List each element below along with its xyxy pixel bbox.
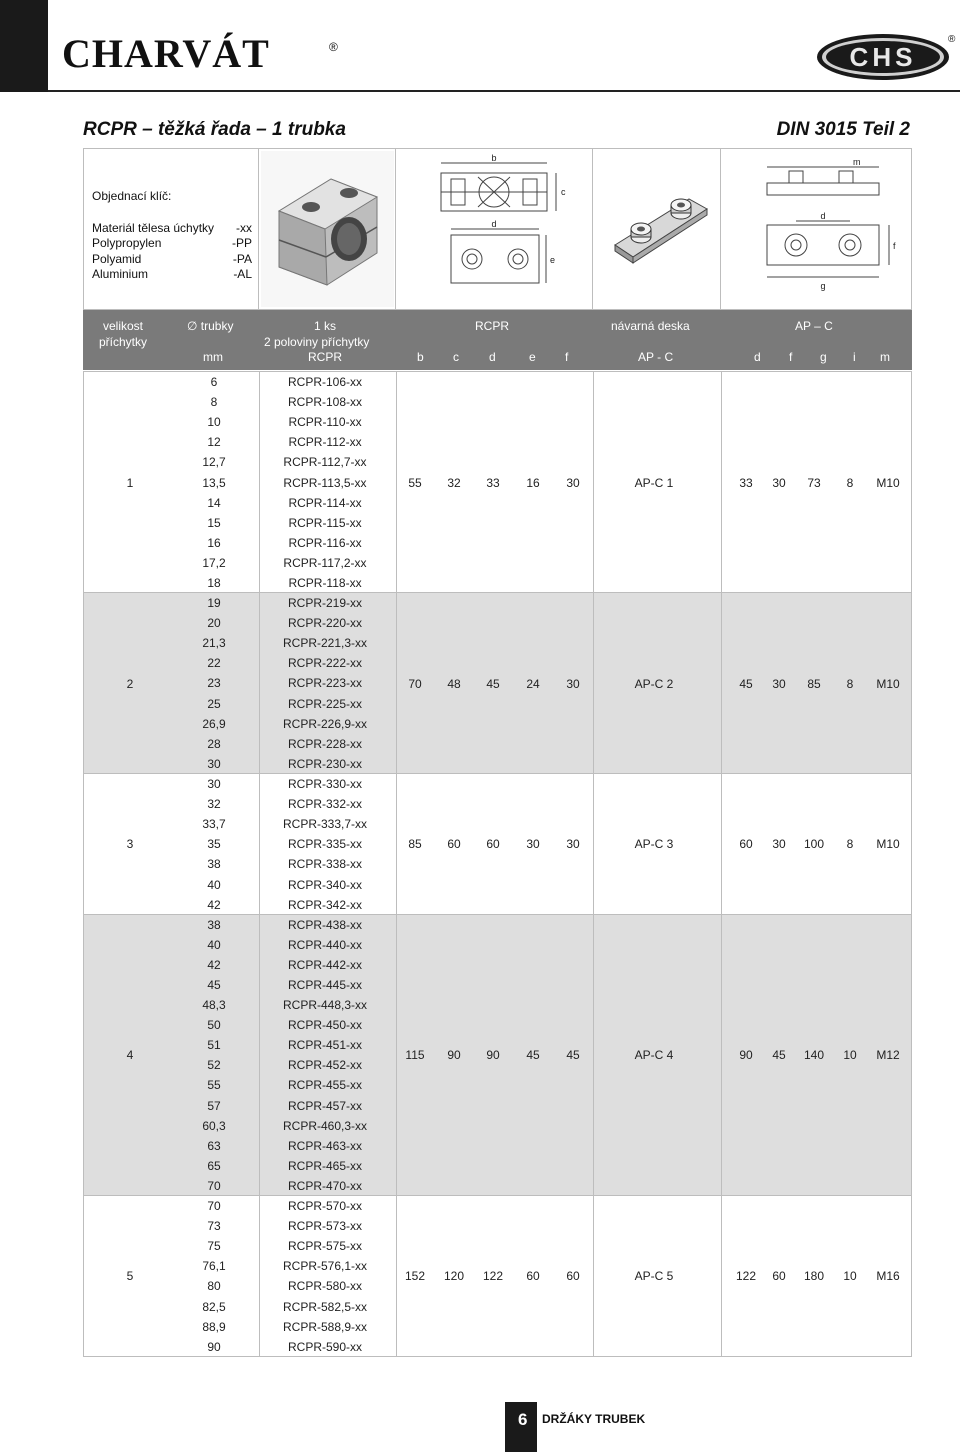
ap-i-cell: 10 — [843, 1048, 857, 1063]
dim-c-cell: 48 — [447, 676, 461, 691]
dim-b-cell: 115 — [405, 1048, 425, 1063]
clamp-photo-cell — [259, 149, 396, 309]
order-code-cell: RCPR-106-xx — [287, 375, 362, 389]
size-group — [84, 915, 911, 1196]
header-ap-d: d — [754, 350, 761, 364]
dim-f-cell: 30 — [566, 475, 580, 490]
dim-c-cell: 32 — [447, 475, 461, 490]
ap-i-cell: 10 — [843, 1269, 857, 1284]
header-ap-i: i — [853, 350, 856, 364]
order-code-cell: RCPR-457-xx — [287, 1098, 362, 1113]
order-code-cell: RCPR-228-xx — [287, 736, 362, 751]
pipe-diameter-cell: 48,3 — [202, 998, 226, 1013]
pipe-diameter-cell: 12 — [207, 435, 221, 450]
ap-g-cell: 73 — [807, 475, 821, 490]
pipe-diameter-cell: 6 — [210, 375, 218, 389]
dimension-d-plate: d — [820, 211, 826, 221]
order-key — [92, 189, 252, 283]
brand-name: CHARVÁT — [62, 31, 270, 76]
dimension-m: m — [853, 157, 861, 167]
header-size: velikost — [103, 319, 144, 333]
ap-f-cell: 45 — [772, 1048, 786, 1063]
header-e: e — [529, 350, 536, 364]
page-number: 6 — [518, 1410, 528, 1429]
order-code-cell: RCPR-222-xx — [287, 656, 362, 671]
weld-plate-cell: AP-C 5 — [634, 1269, 674, 1284]
header-rule — [48, 90, 960, 92]
order-code-cell: RCPR-115-xx — [288, 515, 362, 530]
dim-e-cell: 24 — [526, 676, 540, 691]
header-size-2: příchytky — [99, 335, 148, 349]
order-code-cell: RCPR-230-xx — [287, 756, 362, 771]
dim-c-cell: 60 — [447, 837, 461, 852]
pipe-diameter-cell: 30 — [207, 777, 221, 791]
order-code-cell: RCPR-445-xx — [287, 977, 362, 992]
ap-i-cell: 8 — [846, 475, 854, 490]
order-key-cell — [84, 149, 259, 309]
pipe-diameter-cell: 15 — [207, 515, 221, 530]
logo-registered-mark: ® — [948, 34, 956, 45]
weld-plate-cell: AP-C 4 — [634, 1048, 674, 1063]
order-code-cell: RCPR-332-xx — [287, 797, 362, 812]
order-code-cell: RCPR-588,9-xx — [282, 1319, 368, 1334]
section-label: DRŽÁKY TRUBEK — [542, 1412, 646, 1426]
dim-c-cell: 90 — [447, 1048, 461, 1063]
dimension-e: e — [550, 255, 556, 265]
size-group — [84, 1196, 911, 1357]
pipe-diameter-cell: 52 — [207, 1058, 221, 1073]
pipe-diameter-cell: 30 — [207, 756, 221, 771]
size-group — [84, 774, 911, 915]
ap-g-cell: 140 — [803, 1048, 825, 1063]
pipe-diameter-cell: 45 — [207, 977, 221, 992]
order-code-cell: RCPR-116-xx — [288, 535, 362, 550]
chs-logo-text: CHS — [849, 42, 917, 72]
brand-registered-mark: ® — [329, 40, 338, 54]
pipe-diameter-cell: 23 — [207, 676, 221, 691]
column-divider — [593, 774, 594, 914]
dimension-b: b — [491, 153, 497, 163]
order-code-cell: RCPR-110-xx — [288, 415, 362, 430]
order-key-line: Materiál tělesa úchytky -xx — [92, 220, 252, 235]
pipe-diameter-cell: 88,9 — [202, 1319, 226, 1334]
column-divider — [593, 915, 594, 1195]
header-rcpr-code: RCPR — [308, 350, 343, 364]
dimension-c: c — [561, 187, 566, 197]
ap-f-cell: 30 — [772, 676, 786, 691]
order-code-cell: RCPR-333,7-xx — [282, 817, 368, 832]
dim-d-cell: 45 — [486, 676, 500, 691]
order-key-heading: Objednací klíč: — [92, 189, 172, 203]
order-code-cell: RCPR-108-xx — [287, 395, 362, 410]
pipe-diameter-cell: 90 — [207, 1339, 221, 1354]
ap-f-cell: 30 — [772, 837, 786, 852]
pipe-diameter-cell: 19 — [207, 596, 221, 611]
pipe-diameter-cell: 63 — [207, 1138, 221, 1153]
dim-c-cell: 120 — [443, 1269, 465, 1284]
pipe-diameter-cell: 50 — [207, 1018, 221, 1033]
order-code-cell: RCPR-575-xx — [287, 1239, 362, 1254]
ap-d-cell: 45 — [739, 676, 753, 691]
order-code-cell: RCPR-576,1-xx — [282, 1259, 368, 1274]
header-apc-code: AP - C — [638, 350, 674, 364]
ap-i-cell: 8 — [846, 837, 854, 852]
order-code-cell: RCPR-112,7-xx — [283, 455, 367, 470]
order-code-cell: RCPR-220-xx — [287, 616, 362, 631]
pipe-diameter-cell: 13,5 — [202, 475, 226, 490]
ap-g-cell: 100 — [803, 837, 825, 852]
pipe-diameter-cell: 75 — [207, 1239, 221, 1254]
column-divider — [721, 1196, 722, 1357]
ap-m-cell: M12 — [876, 1048, 900, 1063]
ap-g-cell: 85 — [807, 676, 821, 691]
dim-e-cell: 60 — [526, 1269, 540, 1284]
header-d: d — [489, 350, 496, 364]
order-code-cell: RCPR-570-xx — [287, 1199, 362, 1214]
header-apc: AP – C — [795, 319, 833, 333]
ap-d-cell: 60 — [739, 837, 753, 852]
ap-i-cell: 8 — [846, 676, 854, 691]
order-code-cell: RCPR-452-xx — [287, 1058, 362, 1073]
dim-b-cell: 70 — [408, 676, 422, 691]
order-code-cell: RCPR-455-xx — [287, 1078, 362, 1093]
order-code-cell: RCPR-335-xx — [287, 837, 362, 852]
order-code-cell: RCPR-582,5-xx — [282, 1299, 368, 1314]
clamp-size-cell: 4 — [126, 1048, 134, 1063]
ap-d-cell: 122 — [735, 1269, 757, 1284]
figure-row — [83, 148, 912, 310]
pipe-diameter-cell: 8 — [210, 395, 218, 410]
pipe-diameter-cell: 76,1 — [202, 1259, 226, 1274]
dim-d-cell: 122 — [482, 1269, 504, 1284]
column-divider — [593, 593, 594, 773]
norm-title: DIN 3015 Teil 2 — [776, 119, 910, 140]
clamp-technical-drawing — [396, 149, 593, 309]
clamp-size-cell: 2 — [126, 676, 134, 691]
ap-g-cell: 180 — [803, 1269, 825, 1284]
clamp-size-cell: 5 — [126, 1269, 134, 1284]
header-one-piece: 1 ks — [314, 319, 337, 333]
order-code-cell: RCPR-114-xx — [288, 495, 362, 510]
header-ap-f: f — [789, 350, 793, 364]
page-title: RCPR – těžká řada – 1 trubka — [83, 119, 346, 140]
header-rcpr: RCPR — [475, 319, 510, 333]
order-code-cell: RCPR-221,3-xx — [282, 636, 368, 651]
pipe-diameter-cell: 33,7 — [202, 817, 226, 832]
clamp-table — [83, 371, 912, 1357]
order-code-cell: RCPR-340-xx — [287, 877, 362, 892]
weld-plate-cell: AP-C 3 — [634, 837, 674, 852]
pipe-diameter-cell: 40 — [207, 877, 221, 892]
column-divider — [396, 372, 397, 592]
size-group — [84, 593, 911, 774]
header-pipe-unit: mm — [203, 350, 223, 364]
dim-e-cell: 45 — [526, 1048, 540, 1063]
header-b: b — [417, 350, 424, 364]
pipe-diameter-cell: 20 — [207, 616, 221, 631]
dimension-f: f — [893, 241, 896, 251]
weld-plate-technical-drawing — [721, 149, 911, 309]
pipe-diameter-cell: 14 — [207, 495, 221, 510]
clamp-3d-image — [259, 149, 396, 309]
column-divider — [721, 593, 722, 773]
pipe-diameter-cell: 82,5 — [202, 1299, 226, 1314]
clamp-size-cell: 1 — [126, 475, 134, 490]
pipe-diameter-cell: 38 — [207, 917, 221, 932]
pipe-diameter-cell: 10 — [207, 415, 221, 430]
dim-e-cell: 16 — [526, 475, 540, 490]
pipe-diameter-cell: 80 — [207, 1279, 221, 1294]
column-divider — [721, 774, 722, 914]
clamp-size-cell: 3 — [126, 837, 134, 852]
order-code-cell: RCPR-338-xx — [287, 857, 362, 872]
pipe-diameter-cell: 22 — [207, 656, 221, 671]
dim-f-cell: 30 — [566, 676, 580, 691]
order-key-line: Polyamid -PA — [92, 251, 252, 266]
pipe-diameter-cell: 42 — [207, 957, 221, 972]
dim-d-cell: 33 — [486, 475, 500, 490]
order-code-cell: RCPR-440-xx — [287, 937, 362, 952]
table-header — [83, 310, 912, 370]
dim-b-cell: 55 — [408, 475, 422, 490]
order-key-line: Aluminium -AL — [92, 267, 252, 281]
ap-f-cell: 30 — [772, 475, 786, 490]
order-code-cell: RCPR-117,2-xx — [283, 555, 367, 570]
pipe-diameter-cell: 38 — [207, 857, 221, 872]
column-divider — [259, 915, 260, 1195]
dim-e-cell: 30 — [526, 837, 540, 852]
order-code-cell: RCPR-590-xx — [287, 1339, 362, 1354]
order-code-cell: RCPR-463-xx — [287, 1138, 362, 1153]
header-pipe-diameter: ∅ trubky — [187, 319, 234, 333]
plate-drawing-cell — [721, 149, 911, 309]
order-code-cell: RCPR-448,3-xx — [282, 998, 368, 1013]
ap-f-cell: 60 — [772, 1269, 786, 1284]
ap-m-cell: M10 — [876, 475, 900, 490]
size-group — [84, 372, 911, 593]
pipe-diameter-cell: 55 — [207, 1078, 221, 1093]
order-code-cell: RCPR-118-xx — [288, 576, 362, 590]
header-black-bar — [0, 0, 48, 92]
column-divider — [721, 372, 722, 592]
dim-b-cell: 152 — [404, 1269, 426, 1284]
pipe-diameter-cell: 26,9 — [202, 716, 226, 731]
weld-plate-cell: AP-C 1 — [634, 475, 674, 490]
dim-f-cell: 60 — [566, 1269, 580, 1284]
order-code-cell: RCPR-442-xx — [287, 957, 362, 972]
order-code-cell: RCPR-342-xx — [287, 897, 362, 912]
pipe-diameter-cell: 60,3 — [202, 1118, 226, 1133]
clamp-drawing-cell — [396, 149, 593, 309]
pipe-diameter-cell: 18 — [207, 576, 221, 590]
pipe-diameter-cell: 73 — [207, 1219, 221, 1234]
ap-m-cell: M10 — [876, 837, 900, 852]
dimension-g: g — [820, 281, 826, 291]
pipe-diameter-cell: 12,7 — [202, 455, 226, 470]
order-code-cell: RCPR-113,5-xx — [283, 475, 367, 490]
order-code-cell: RCPR-580-xx — [287, 1279, 362, 1294]
pipe-diameter-cell: 51 — [207, 1038, 221, 1053]
header-ap-m: m — [880, 350, 890, 364]
order-code-cell: RCPR-438-xx — [287, 917, 362, 932]
dim-d-cell: 90 — [486, 1048, 500, 1063]
order-code-cell: RCPR-219-xx — [287, 596, 362, 611]
order-code-cell: RCPR-460,3-xx — [282, 1118, 368, 1133]
order-code-cell: RCPR-226,9-xx — [282, 716, 368, 731]
column-divider — [396, 774, 397, 914]
order-code-cell: RCPR-470-xx — [287, 1178, 362, 1193]
header-weld-plate: návarná deska — [611, 319, 690, 333]
ap-d-cell: 90 — [739, 1048, 753, 1063]
header-two-halves: 2 poloviny příchytky — [264, 335, 370, 349]
header-c: c — [453, 350, 459, 364]
ap-d-cell: 33 — [739, 475, 753, 490]
order-code-cell: RCPR-451-xx — [287, 1038, 362, 1053]
ap-m-cell: M10 — [876, 676, 900, 691]
order-code-cell: RCPR-450-xx — [287, 1018, 362, 1033]
dim-f-cell: 45 — [566, 1048, 580, 1063]
pipe-diameter-cell: 25 — [207, 696, 221, 711]
dimension-d: d — [491, 219, 497, 229]
column-divider — [396, 593, 397, 773]
order-code-cell: RCPR-112-xx — [288, 435, 362, 450]
column-divider — [721, 915, 722, 1195]
pipe-diameter-cell: 42 — [207, 897, 221, 912]
column-divider — [593, 1196, 594, 1357]
pipe-diameter-cell: 17,2 — [202, 555, 226, 570]
pipe-diameter-cell: 16 — [207, 535, 221, 550]
weld-plate-cell: AP-C 2 — [634, 676, 674, 691]
ap-m-cell: M16 — [876, 1269, 900, 1284]
pipe-diameter-cell: 28 — [207, 736, 221, 751]
order-code-cell: RCPR-330-xx — [287, 777, 362, 791]
chs-logo — [815, 32, 951, 82]
footer-white-panel — [537, 1402, 960, 1452]
dim-d-cell: 60 — [486, 837, 500, 852]
pipe-diameter-cell: 32 — [207, 797, 221, 812]
column-divider — [396, 915, 397, 1195]
dim-b-cell: 85 — [408, 837, 422, 852]
order-code-cell: RCPR-573-xx — [287, 1219, 362, 1234]
order-code-cell: RCPR-225-xx — [287, 696, 362, 711]
pipe-diameter-cell: 40 — [207, 937, 221, 952]
pipe-diameter-cell: 57 — [207, 1098, 221, 1113]
header-f: f — [565, 350, 569, 364]
order-code-cell: RCPR-223-xx — [287, 676, 362, 691]
plate-photo-cell — [593, 149, 721, 309]
header-ap-g: g — [820, 350, 827, 364]
weld-plate-3d-image — [593, 149, 721, 309]
pipe-diameter-cell: 35 — [207, 837, 221, 852]
column-divider — [593, 372, 594, 592]
pipe-diameter-cell: 70 — [207, 1178, 221, 1193]
column-divider — [396, 1196, 397, 1357]
pipe-diameter-cell: 65 — [207, 1158, 221, 1173]
pipe-diameter-cell: 21,3 — [202, 636, 226, 651]
pipe-diameter-cell: 70 — [207, 1199, 221, 1214]
order-key-line: Polypropylen -PP — [92, 236, 252, 250]
order-code-cell: RCPR-465-xx — [287, 1158, 362, 1173]
dim-f-cell: 30 — [566, 837, 580, 852]
